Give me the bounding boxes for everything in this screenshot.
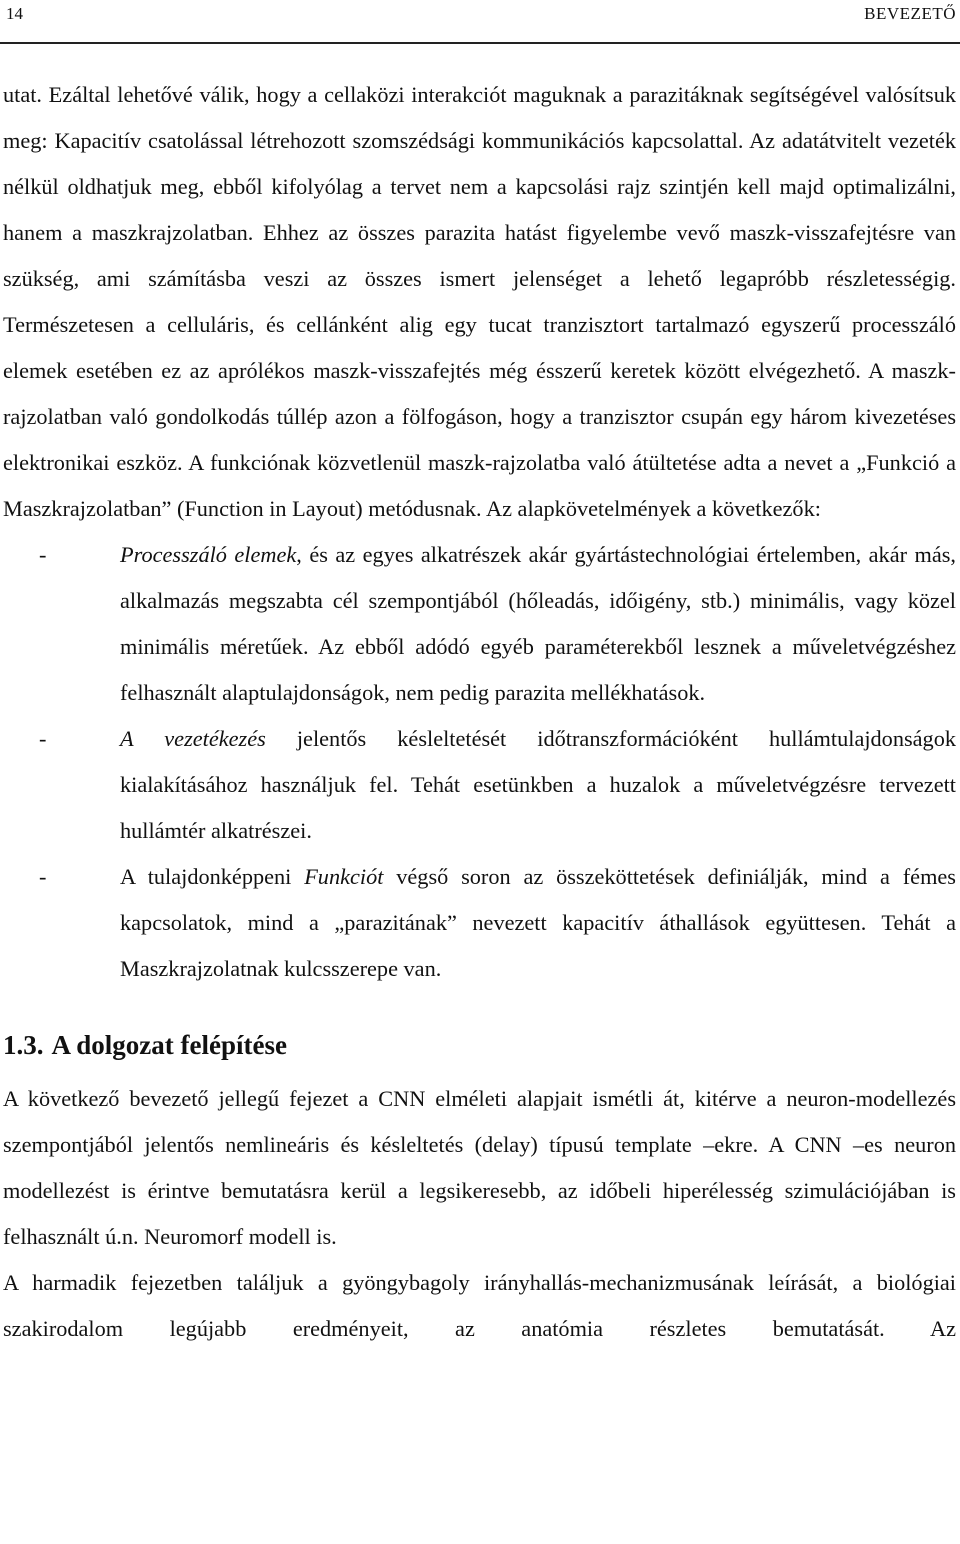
list-item-text: Processzáló elemek, és az egyes alkatrészek akár gyártástechnológiai értelemben, akár más, alkalmazás megszabta cél szempontjából (hőleadás, időigény, stb.) minimális, vagy közel minimális méretűek. Az ebből adódó egyéb paraméterekből lesznek a műveletvégzéshez felhasznált alaptulajdonságok, nem pedig parazita mellékhatások. bbox=[120, 542, 956, 705]
section-heading bbox=[3, 1022, 956, 1068]
list-item bbox=[3, 854, 956, 992]
italic-term: A vezetékezés bbox=[120, 726, 266, 751]
page-number: 14 bbox=[6, 4, 23, 23]
page-header bbox=[0, 0, 960, 44]
list-dash: - bbox=[39, 864, 47, 889]
section-number: 1.3. bbox=[3, 1030, 44, 1060]
italic-term: Processzáló elemek bbox=[120, 542, 297, 567]
section-title: A dolgozat felépítése bbox=[51, 1030, 287, 1060]
requirements-list bbox=[3, 532, 956, 992]
list-item-text: A tulajdonképpeni Funkciót végső soron az összeköttetések definiálják, mind a fémes kapcsolatok, mind a „parazitának” nevezett kapacitív áthallások együttesen. Tehát a Maszkrajzolatnak kulcsszerepe van. bbox=[120, 864, 956, 981]
list-item-text: A vezetékezés jelentős késleltetését időtranszformációként hullámtulajdonságok kialakításához használjuk fel. Tehát esetünkben a huzalok a műveletvégzésre tervezett hullámtér alkatrészei. bbox=[120, 726, 956, 843]
list-dash: - bbox=[39, 542, 47, 567]
page-body bbox=[3, 72, 956, 1352]
paragraph-3: A harmadik fejezetben találjuk a gyöngybagoly irányhallás-mechanizmusának leírását, a biológiai szakirodalom legújabb eredményeit, az anatómia részletes bemutatását. Az bbox=[3, 1270, 956, 1341]
paragraph-1: utat. Ezáltal lehetővé válik, hogy a cellaközi interakciót maguknak a parazitáknak segítségével valósítsuk meg: Kapacitív csatolással létrehozott szomszédsági kommunikációs kapcsolattal. Az adatátvitelt vezeték nélkül oldhatjuk meg, ebből kifolyólag a tervet nem a kapcsolási rajz szintjén kell majd optimalizálni, hanem a maszkrajzolatban. Ehhez az összes parazita hatást figyelembe vevő maszk-visszafejtésre van szükség, ami számításba veszi az összes ismert jelenséget a lehető legapróbb részletességig. Természetesen a celluláris, és cellánként alig egy tucat tranzisztort tartalmazó egyszerű processzáló elemek esetében ez az aprólékos maszk-visszafejtés még ésszerű keretek között elvégezhető. A maszk-rajzolatban való gondolkodás túllép azon a fölfogáson, hogy a tranzisztor csupán egy három kivezetéses elektronikai eszköz. A funkciónak közvetlenül maszk-rajzolatba való átültetése adta a nevet a „Funkció a Maszkrajzolatban” (Function in Layout) metódusnak. Az alapkövetelmények a következők: bbox=[3, 82, 956, 521]
running-title: BEVEZETŐ bbox=[864, 4, 956, 23]
list-item bbox=[3, 532, 956, 716]
paragraph-2: A következő bevezető jellegű fejezet a CNN elméleti alapjait ismétli át, kitérve a neuron-modellezés szempontjából jelentős nemlineáris és késleltetés (delay) típusú template –ekre. A CNN –es neuron modellezést is érintve bemutatásra kerül a legsikeresebb, az időbeli hiperélesség szimulációjában is felhasznált ú.n. Neuromorf modell is. bbox=[3, 1086, 956, 1249]
italic-term: Funkciót bbox=[304, 864, 384, 889]
list-dash: - bbox=[39, 726, 47, 751]
list-item bbox=[3, 716, 956, 854]
